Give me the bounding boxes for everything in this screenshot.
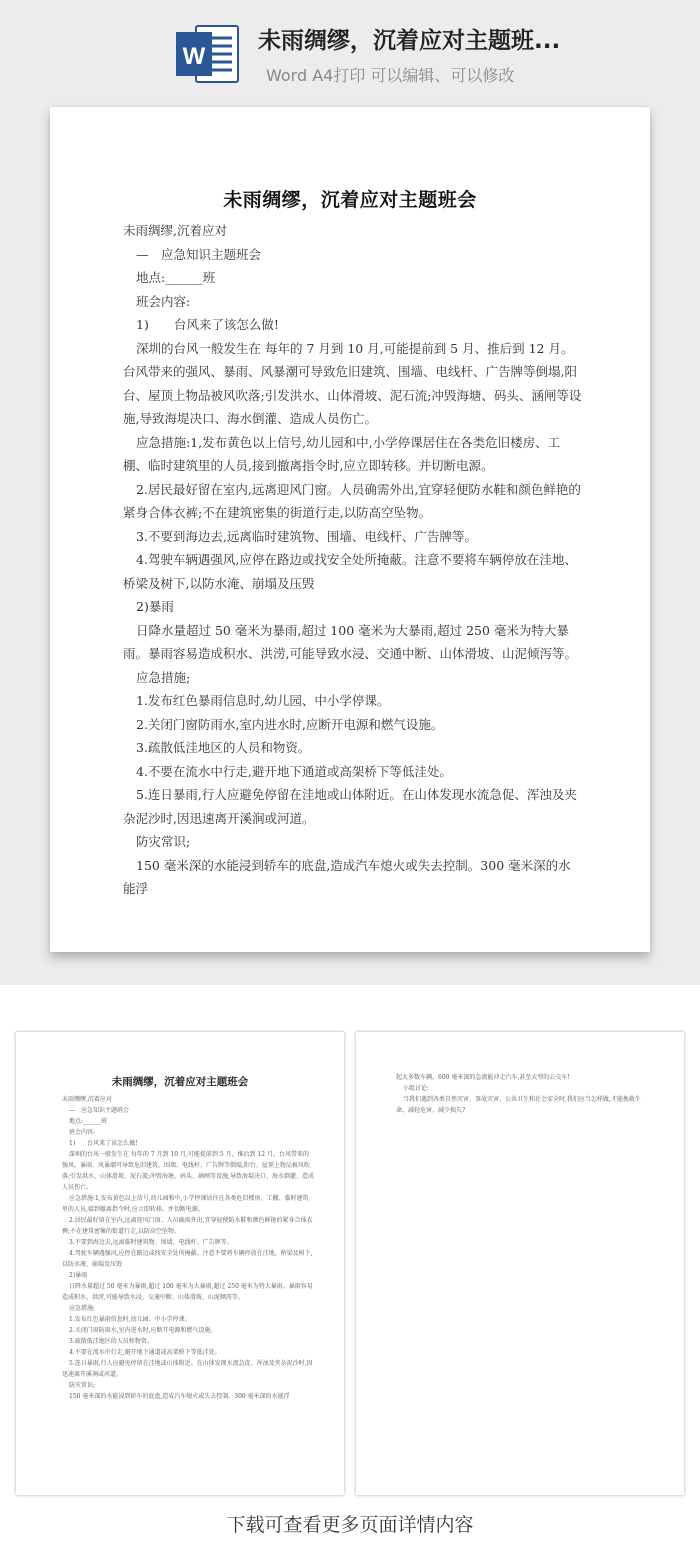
document-title-heading: 未雨绸缪，沉着应对主题班... [258, 28, 561, 54]
paragraph: 2.居民最好留在室内,远离迎风门窗。人员确需外出,宜穿轻便防水鞋和颜色鲜艳的紧身合体衣裤;不在建筑密集的街道行走,以防高空坠物。 [123, 481, 581, 520]
document-page-preview [50, 107, 650, 952]
thumbnail-body [396, 1072, 652, 1116]
thumbnail-paragraph: 班会内容: [69, 1129, 96, 1136]
thumbnail-paragraph: 2)暴雨 [69, 1272, 88, 1279]
thumbnail-paragraph: 5.连日暴雨,行人应避免停留在洼地或山体附近。在山体发现水流急促、浑浊及夹杂泥沙时,因迅速离开溪涧或河道。 [62, 1360, 313, 1378]
thumbnail-paragraph: 小组讨论: [403, 1085, 430, 1092]
paragraph: 4.不要在流水中行走,避开地下通道或高架桥下等低洼处。 [136, 763, 452, 779]
paragraph: 150 毫米深的水能浸到轿车的底盘,造成汽车熄火或失去控制。300 毫米深的水能浮 [123, 857, 571, 896]
thumbnail-paragraph: 4.不要在流水中行走,避开地下通道或高架桥下等低洼处。 [69, 1349, 221, 1356]
paragraph: 应急措施:1,发布黄色以上信号,幼儿园和中,小学停课居住在各类危旧楼房、工棚、临时建筑里的人员,接到撤离指令时,应立即转移。并切断电源。 [123, 434, 561, 473]
thumbnail-paragraph: 深圳的台风一般发生在 每年的 7 月到 10 月,可能提前到 5 月、推后到 12 月。台风带来的强风、暴雨、风暴潮可导致危旧建筑、围墙、电线杆、广告牌等倒塌,阳台、屋顶上物品被风吹落;引发洪水、山体滑坡、泥石流;冲毁海塘、码头、涵闸等设施,导致海堤决口、海水倒灌、造成人员伤亡。 [62, 1151, 314, 1191]
paragraph: 3.疏散低洼地区的人员和物资。 [136, 740, 311, 755]
svg-text:W: W [182, 43, 206, 70]
paragraph: — 应急知识主题班会 [136, 246, 262, 262]
paragraph: 2)暴雨 [136, 599, 174, 614]
word-document-icon [174, 22, 240, 86]
page-thumbnail-1[interactable] [16, 1032, 344, 1495]
paragraph: 4.驾驶车辆遇强风,应停在路边或找安全处所掩蔽。注意不要将车辆停放在洼地、桥梁及树下,以防水淹、崩塌及压毁 [123, 552, 577, 591]
thumbnail-paragraph: 1.发布红色暴雨信息时,幼儿园、中小学停课。 [69, 1316, 191, 1323]
thumbnail-paragraph: — 应急知识主题班会 [69, 1107, 130, 1114]
page-thumbnail-2[interactable] [356, 1032, 684, 1495]
thumbnail-body [62, 1094, 314, 1402]
thumbnail-paragraph: 防灾常识; [69, 1382, 96, 1389]
thumbnail-paragraph: 日降水量超过 50 毫米为暴雨,超过 100 毫米为大暴雨,超过 250 毫米为特大暴雨。暴雨容易造成积水、洪涝,可能导致水浸、交通中断、山体滑坡、山泥倾泻等。 [62, 1283, 313, 1301]
paragraph: 深圳的台风一般发生在 每年的 7 月到 10 月,可能提前到 5 月、推后到 12 月。台风带来的强风、暴雨、风暴潮可导致危旧建筑、围墙、电线杆、广告牌等倒塌,阳台、屋顶上物品被风吹落;引发洪水、山体滑坡、泥石流;冲毁海塘、码头、涵闸等设施,导致海堤决口、海水倒灌、造成人员伤亡。 [123, 340, 582, 426]
thumbnail-paragraph: 2.居民最好留在室内,远离迎风门窗。人员确需外出,宜穿轻便防水鞋和颜色鲜艳的紧身合体衣裤;不在建筑密集的街道行走,以防高空坠物。 [62, 1217, 313, 1235]
paragraph: 3.不要到海边去,远离临时建筑物、围墙、电线杆、广告牌等。 [136, 528, 477, 544]
paragraph: 1) 台风来了该怎么做! [136, 317, 279, 332]
download-more-link[interactable]: 下载可查看更多页面详情内容 [226, 1514, 474, 1536]
thumbnail-paragraph: 150 毫米深的水能浸到轿车的底盘,造成汽车熄火或失去控制。300 毫米深的水能浮 [69, 1393, 290, 1400]
thumbnail-paragraph: 2.关闭门窗防雨水,室内进水时,应断开电源和燃气设施。 [69, 1327, 217, 1334]
document-subtitle: Word A4打印 可以编辑、可以修改 [266, 66, 515, 85]
paragraph: 防灾常识; [136, 834, 191, 849]
thumbnail-paragraph: 3.不要到海边去,远离临时建筑物、围墙、电线杆、广告牌等。 [69, 1239, 233, 1246]
paragraph: 1.发布红色暴雨信息时,幼儿园、中小学停课。 [136, 693, 390, 708]
thumbnail-paragraph: 应急措施; [69, 1305, 96, 1312]
thumbnail-paragraph: 4.驾驶车辆遇强风,应停在路边或找安全处所掩蔽。注意不要将车辆停放在洼地、桥梁及树下,以防水淹、崩塌及压毁 [62, 1250, 313, 1268]
document-body [123, 219, 583, 901]
thumbnail-paragraph: 1) 台风来了该怎么做! [69, 1140, 138, 1147]
thumbnail-paragraph: 起大多数车辆。600 毫米深的急流能冲走汽车,甚至大型的公交车! [396, 1074, 570, 1081]
paragraph: 5.连日暴雨,行人应避免停留在洼地或山体附近。在山体发现水流急促、浑浊及夹杂泥沙时,因迅速离开溪涧或河道。 [123, 787, 577, 826]
thumbnail-paragraph: 未雨绸缪,沉着应对 [62, 1096, 112, 1103]
thumbnail-paragraph: 地点:______班 [69, 1118, 108, 1125]
thumbnail-title: 未雨绸缪，沉着应对主题班会 [111, 1076, 249, 1088]
paragraph: 2.关闭门窗防雨水,室内进水时,应断开电源和燃气设施。 [136, 716, 444, 732]
paragraph: 班会内容: [136, 293, 191, 309]
paragraph: 应急措施; [136, 669, 191, 685]
paragraph: 未雨绸缪,沉着应对 [123, 223, 227, 238]
page-title: 未雨绸缪，沉着应对主题班会 [223, 189, 477, 211]
thumbnail-paragraph: 当我们遇到各类自然灾害、事故灾害、公共卫生和社会安全时,我们应当怎样做,才能挽救生命、减轻危害、减少损失? [396, 1096, 641, 1114]
thumbnail-paragraph: 应急措施:1,发布黄色以上信号,幼儿园和中,小学停课居住在各类危旧楼房、工棚、临时建筑里的人员,接到撤离指令时,应立即转移。并切断电源。 [62, 1195, 309, 1213]
thumbnail-paragraph: 3.疏散低洼地区的人员和物资。 [69, 1338, 153, 1345]
paragraph: 地点:______班 [136, 270, 216, 285]
paragraph: 日降水量超过 50 毫米为暴雨,超过 100 毫米为大暴雨,超过 250 毫米为特大暴雨。暴雨容易造成积水、洪涝,可能导致水浸、交通中断、山体滑坡、山泥倾泻等。 [123, 622, 577, 661]
header [0, 0, 700, 100]
